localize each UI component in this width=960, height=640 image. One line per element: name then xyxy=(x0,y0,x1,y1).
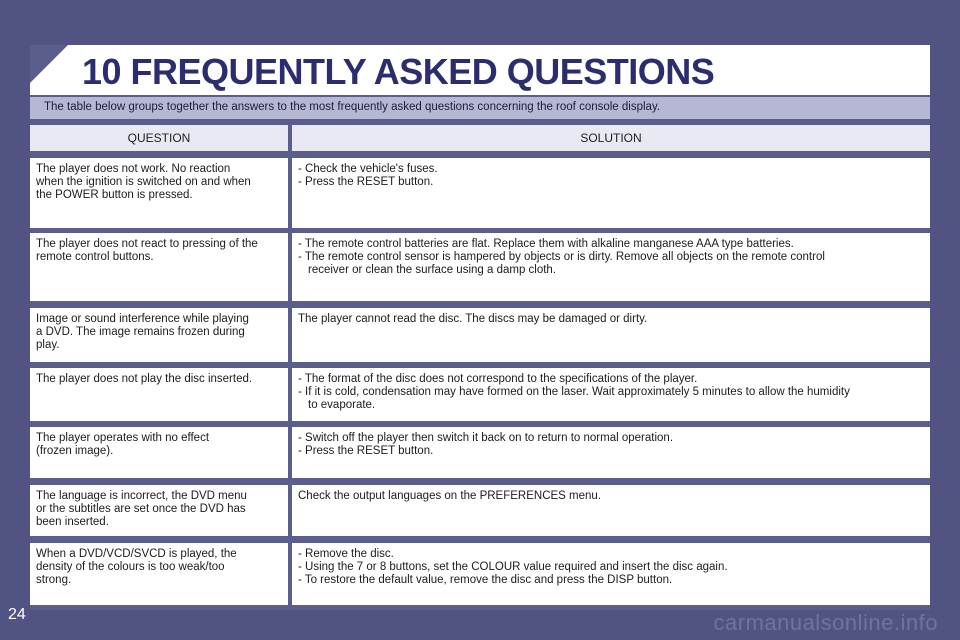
question-line: been inserted. xyxy=(36,516,109,528)
question-line: a DVD. The image remains frozen during xyxy=(36,326,245,338)
question-cell xyxy=(30,427,288,478)
question-line: when the ignition is switched on and when xyxy=(36,176,251,188)
solution-cell xyxy=(292,233,930,301)
solution-line: receiver or clean the surface using a damp cloth. xyxy=(308,264,557,276)
question-cell xyxy=(30,368,288,421)
solution-cell xyxy=(292,368,930,421)
page-number: 24 xyxy=(8,606,26,623)
page-title: 10 FREQUENTLY ASKED QUESTIONS xyxy=(82,51,715,92)
question-cell xyxy=(30,485,288,536)
intro-text: The table below groups together the answers to the most frequently asked questions concerning the roof console display. xyxy=(44,101,661,113)
watermark: carmanualsonline.info xyxy=(713,610,938,635)
solution-cell xyxy=(292,485,930,536)
question-line: density of the colours is too weak/too xyxy=(36,561,225,573)
solution-line: - The format of the disc does not correspond to the specifications of the player. xyxy=(298,373,698,385)
solution-line: - Check the vehicle's fuses. xyxy=(298,163,438,175)
solution-line: - The remote control sensor is hampered by objects or is dirty. Remove all objects on the remote control xyxy=(298,251,825,263)
question-cell xyxy=(30,158,288,228)
solution-line: Check the output languages on the PREFERENCES menu. xyxy=(298,490,602,502)
header-solution: SOLUTION xyxy=(292,125,930,151)
question-line: The player does not work. No reaction xyxy=(36,163,231,175)
question-line: or the subtitles are set once the DVD has xyxy=(36,503,246,515)
solution-line: - Remove the disc. xyxy=(298,548,394,560)
solution-cell xyxy=(292,427,930,478)
solution-line: The player cannot read the disc. The discs may be damaged or dirty. xyxy=(298,313,648,325)
question-line: The player does not play the disc inserted. xyxy=(36,373,253,385)
question-cell xyxy=(30,233,288,301)
question-line: strong. xyxy=(36,574,72,586)
question-line: The player operates with no effect xyxy=(36,432,210,444)
question-line: remote control buttons. xyxy=(36,251,154,263)
question-line: The player does not react to pressing of the xyxy=(36,238,258,250)
question-line: Image or sound interference while playing xyxy=(36,313,249,325)
solution-cell xyxy=(292,308,930,362)
question-cell xyxy=(30,308,288,362)
question-line: play. xyxy=(36,339,60,351)
solution-cell xyxy=(292,543,930,605)
solution-line: - Switch off the player then switch it back on to return to normal operation. xyxy=(298,432,674,444)
header-question: QUESTION xyxy=(30,125,288,151)
solution-cell xyxy=(292,158,930,228)
solution-line: - Press the RESET button. xyxy=(298,445,434,457)
solution-line: - The remote control batteries are flat. Replace them with alkaline manganese AAA type batteries. xyxy=(298,238,794,250)
question-line: the POWER button is pressed. xyxy=(36,189,193,201)
question-line: (frozen image). xyxy=(36,445,114,457)
question-line: The language is incorrect, the DVD menu xyxy=(36,490,247,502)
question-line: When a DVD/VCD/SVCD is played, the xyxy=(36,548,237,560)
solution-line: - Using the 7 or 8 buttons, set the COLOUR value required and insert the disc again. xyxy=(298,561,728,573)
question-cell xyxy=(30,543,288,605)
solution-line: - Press the RESET button. xyxy=(298,176,434,188)
solution-line: - To restore the default value, remove the disc and press the DISP button. xyxy=(298,574,673,586)
solution-line: to evaporate. xyxy=(308,399,376,411)
solution-line: - If it is cold, condensation may have formed on the laser. Wait approximately 5 minutes to allow the humidity xyxy=(298,386,850,398)
